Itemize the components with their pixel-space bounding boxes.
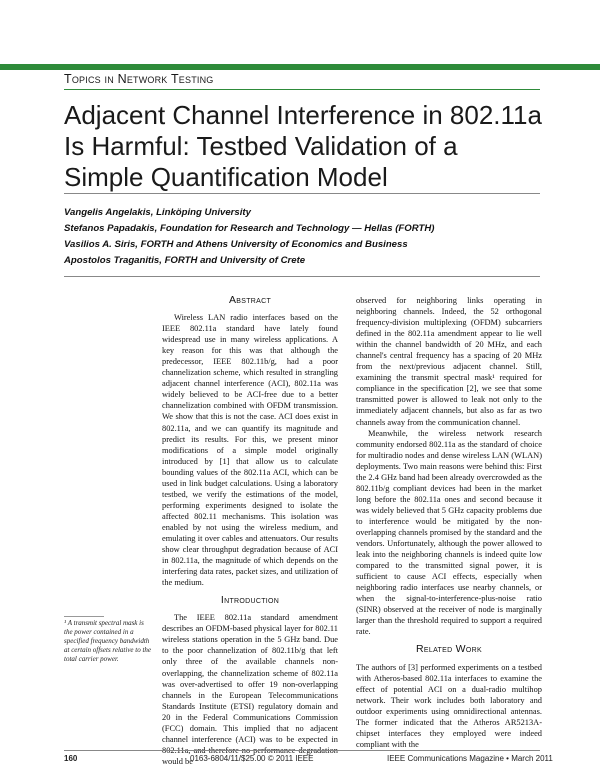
section-color-bar	[0, 64, 600, 70]
abstract-heading: Abstract	[228, 294, 272, 306]
author-line: Vangelis Angelakis, Linköping University	[64, 207, 251, 218]
footnote-rule	[64, 616, 104, 617]
author-line: Vasilios A. Siris, FORTH and Athens University of Economics and Business	[64, 239, 408, 250]
introduction-text: The IEEE 802.11a standard amendment describes an OFDM-based physical layer for 802.11 wireless stations operation in the 5 GHz band. Due to the poor channelization of 802.11b/g that left only three of the available channels non-overlapping, the channelization scheme of 802.11a was over-advertised to offer 19 non-overlapping channels in the European Telecommunications Standards Institute (ETSI) regulatory domain and 20 in the Federal Communications Commission (FCC) domain. This implied that no adjacent channel interference (ACI) was to be expected in would be	[162, 613, 338, 766]
title-rule	[64, 193, 540, 194]
body-paragraph: Meanwhile, the wireless network research community endorsed 802.11a as the standard of choice for multiradio nodes and dense wireless LAN (WLAN) deployments. Two main reasons were behind this: First the 2.4 GHz band had been already overcrowded as the 802.11b/g compliant devices had been in the market long before the 802.11a ones and second because it was widely believed that 5 GHz capacity problems due to interference would be mitigated by the non-overlapping channels promised by the standard and the vendors. Unfortunately, although the power allowed to leak into the neighboring channels is indeed quite low compared to the transmitted signal power, it is sufficient to cause ACI effects, especially when neighboring radio interfaces use nearby channels, or when the signal-to-interference-plus-noise ratio (SINR) observed at the receiver of node is marginally larger than the threshold required to support a required rate.	[356, 428, 542, 637]
article-title: Adjacent Channel Interference in 802.11a Is Harmful: Testbed Validation of a Simple Quantification Model	[64, 100, 542, 192]
author-line: Stefanos Papadakis, Foundation for Research and Technology — Hellas (FORTH)	[64, 223, 435, 234]
author-list	[64, 205, 544, 269]
footer-rule	[64, 750, 540, 751]
section-tag: Topics in Network Testing	[64, 72, 214, 86]
introduction-heading: Introduction	[220, 594, 280, 607]
magazine-info: IEEE Communications Magazine • March 2011	[387, 754, 553, 763]
page-number: 160	[64, 754, 78, 763]
section-tag-rule	[64, 89, 540, 90]
abstract-text: Wireless LAN radio interfaces based on the IEEE 802.11a standard have lately found widespread use in many wireless applications. A key reason for this was that although the predecessor, IEEE 802.11b/g, had a poor channelization scheme, which resulted in strangling adjacent channel interference (ACI), 802.11a was widely believed to be ACI-free due to a better channelization combined with OFDM transmission. We show that this is not the case. ACI does exist in 802.11a, and we can quantify its magnitude and predict its results. For this, we present minor modifications of a simple model originally introduced by [1] that allow us to calculate bounding values of the 802.11a ACI, which can be used in link budget calculations. Using a laboratory testbed, we verify the estimations of the model, performing experiments designed to isolate the affected 802.11 mechanisms. This isolation was enabled by not using the wireless medium, and emulating it over cables and attenuators. Our results show clear throughput degradation because of ACI in 802.11a, the magnitude of which depends on the interfering data rates, packet sizes, and utilization of the medium.	[162, 313, 338, 588]
left-column	[162, 295, 338, 767]
copyright-code: 0163-6804/11/$25.00 © 2011 IEEE	[190, 754, 314, 763]
right-column	[356, 295, 542, 750]
footnote: ¹ A transmit spectral mask is the power contained in a specified frequency bandwidth at certain offsets relative to the total carrier power.	[64, 619, 152, 663]
authors-rule	[64, 276, 540, 277]
body-paragraph: observed for neighboring links operating in neighboring channels. Indeed, the 52 orthogonal frequency-division multiplexing (OFDM) subcarriers defined in the 802.11a amendment appear to lie well within the channel bandwidth of 20 MHz, and each channel's central frequency has a spacing of 20 MHz from the next/previous adjacent channel. Still, examining the transmit spectral mask¹ required for compliance in the specification [2], we see that some transmitted power is allowed to leak not only to the immediately adjacent channels, but also as far as two channels away from the communication channel.	[356, 296, 542, 427]
related-work-text: The authors of [3] performed experiments on a testbed with Atheros-based 802.11a interfaces to examine the effect of potential ACI on a dual-radio multihop network. Their work includes both laboratory and outdoor experiments using omnidirectional antennas. The former indicated that the Atheros AR5213A-chipset interfaces they employed were indeed compliant with the	[356, 662, 542, 749]
author-line: Apostolos Traganitis, FORTH and University of Crete	[64, 255, 306, 266]
related-work-heading: Related Work	[416, 643, 482, 656]
